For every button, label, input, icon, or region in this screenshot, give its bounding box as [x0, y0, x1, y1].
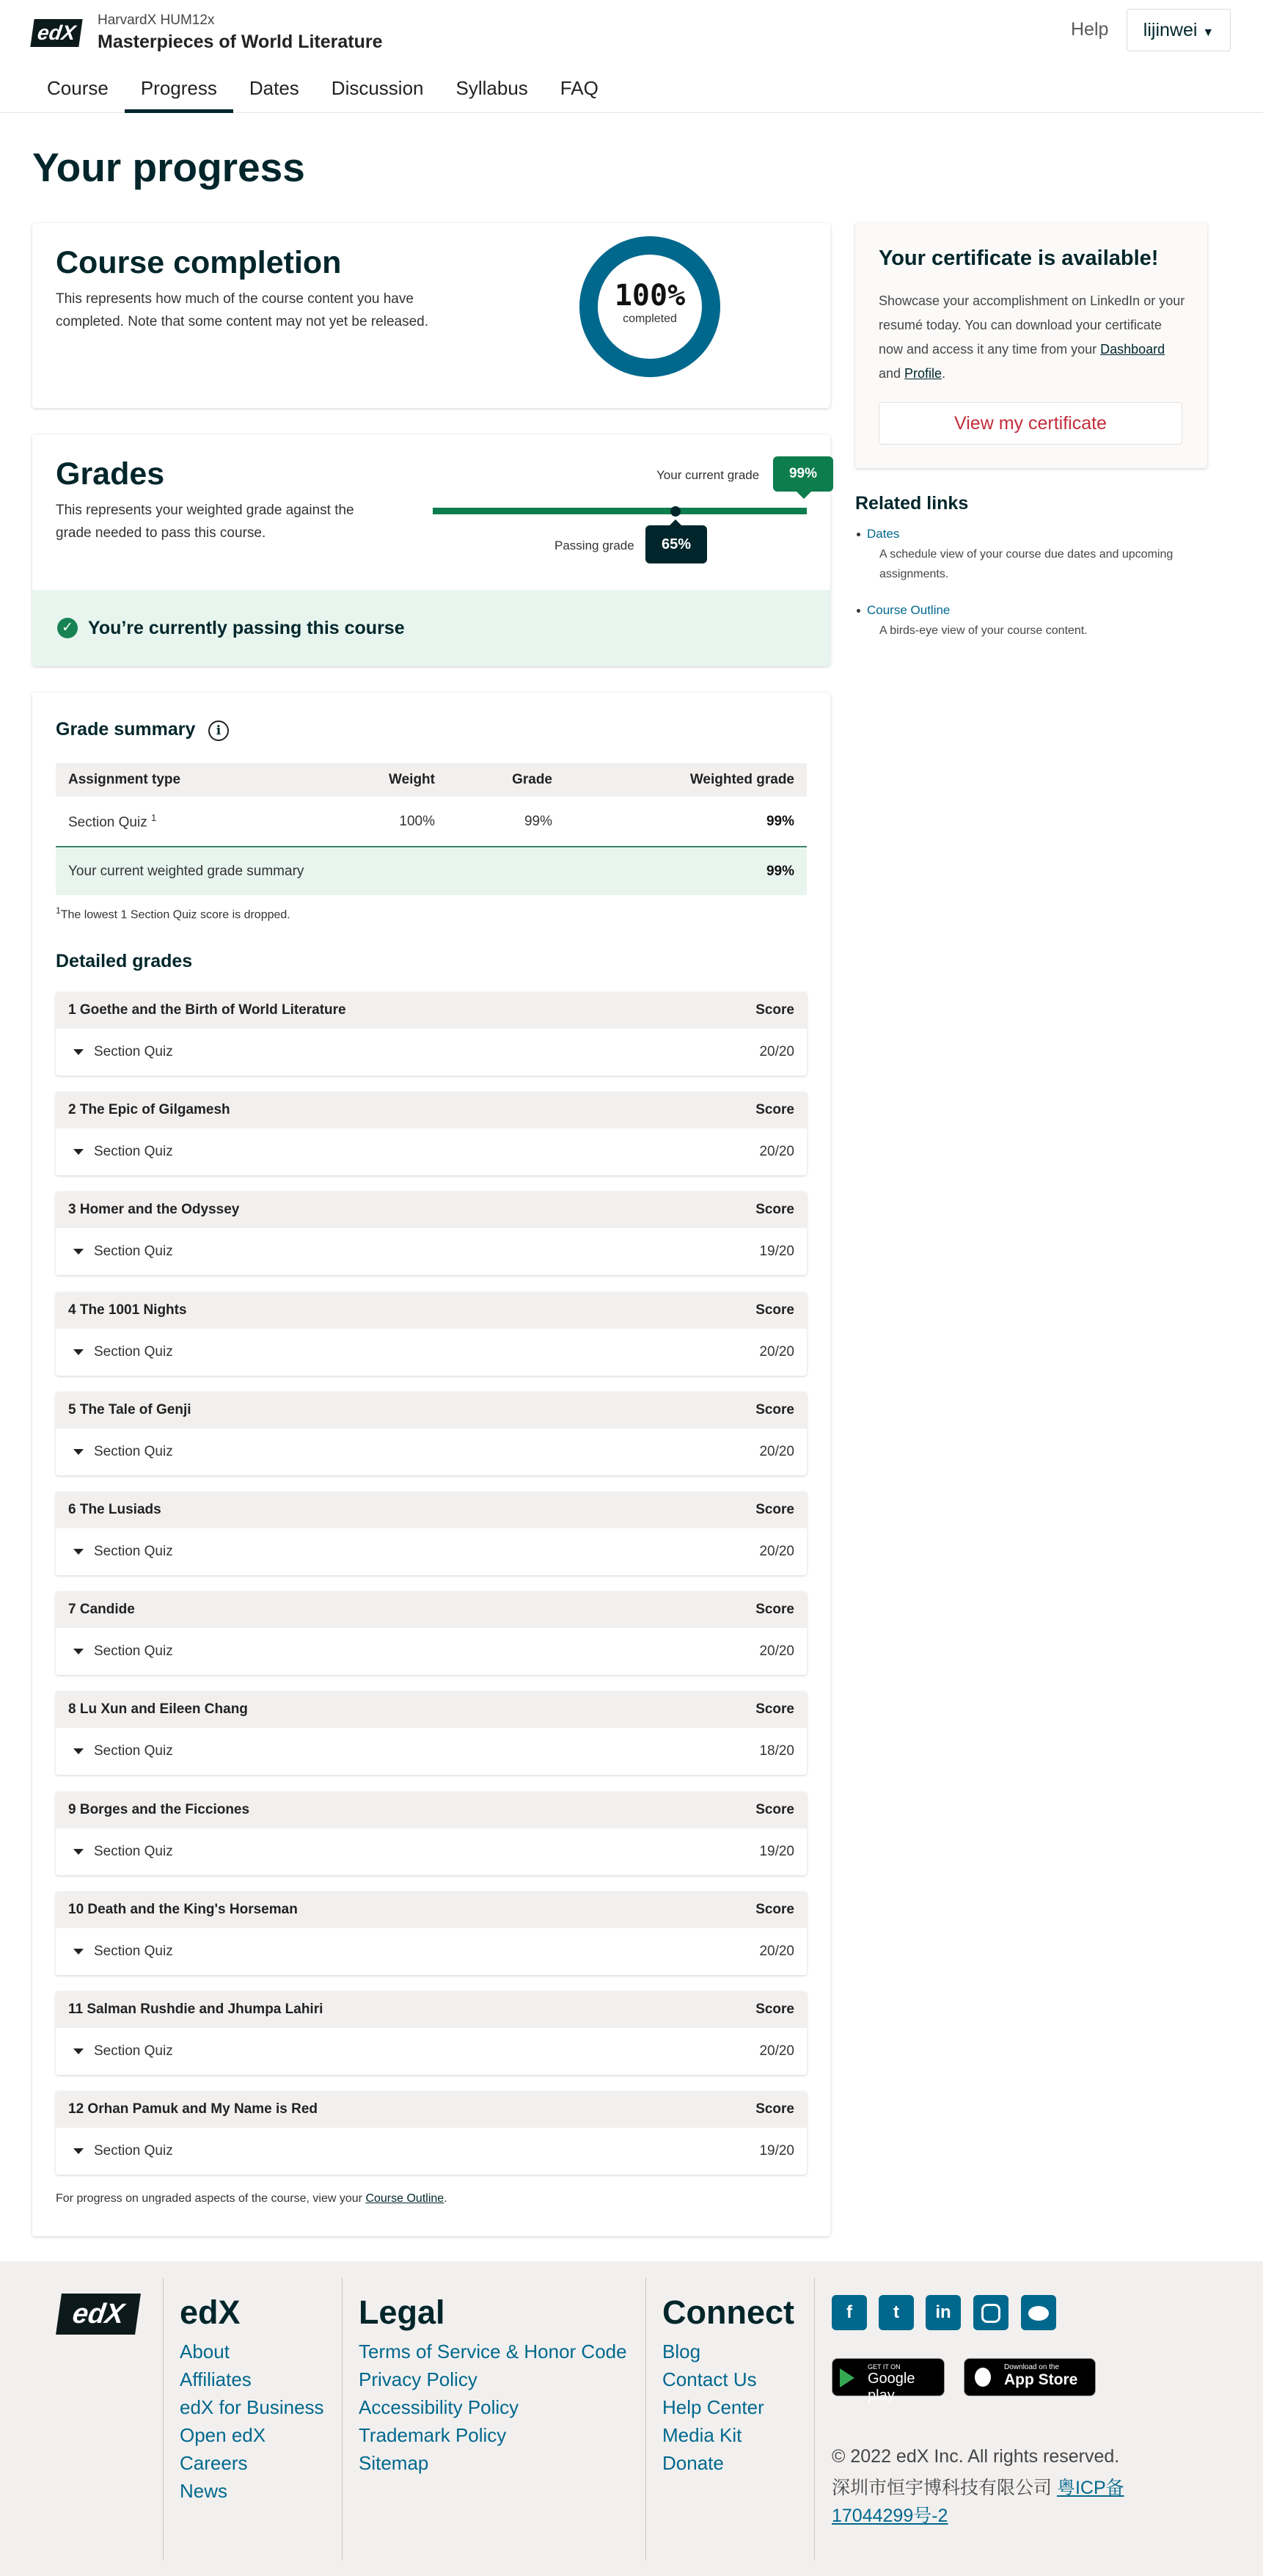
section-score: 20/20 — [759, 1943, 794, 1959]
caret-down-icon[interactable] — [73, 1049, 84, 1055]
section-grade-card — [56, 1292, 807, 1376]
related-link-desc: A schedule view of your course due dates and upcoming assignments. — [879, 548, 1174, 580]
section-grade-card — [56, 1792, 807, 1875]
related-link-desc: A birds-eye view of your course content. — [879, 624, 1088, 637]
footer-link-edx-business[interactable]: edX for Business — [180, 2396, 324, 2418]
course-title: Masterpieces of World Literature — [98, 32, 383, 52]
certificate-desc-text: Showcase your accomplishment on LinkedIn or your resumé today. You can download your certificate now and access it any time from your — [879, 293, 1185, 357]
section-grade-card — [56, 1691, 807, 1775]
section-header — [56, 1092, 807, 1128]
profile-link[interactable]: Profile — [904, 366, 942, 381]
section-name: 11 Salman Rushdie and Jhumpa Lahiri — [68, 2002, 323, 2017]
bullet-icon — [857, 533, 860, 536]
section-quiz-label: Section Quiz — [94, 1044, 173, 1059]
passing-grade-label: Passing grade — [554, 539, 634, 552]
icp-link-part1: 粤ICP备 — [1056, 2478, 1124, 2498]
footer-link-affiliates[interactable]: Affiliates — [180, 2368, 252, 2390]
section-quiz-item — [73, 1544, 173, 1560]
user-menu-button[interactable] — [1127, 9, 1231, 51]
tab-course[interactable]: Course — [47, 77, 109, 99]
score-label: Score — [755, 1102, 794, 1118]
section-quiz-label: Section Quiz — [94, 1144, 173, 1160]
course-tabs — [31, 70, 615, 113]
score-label: Score — [755, 1502, 794, 1517]
footer-link-privacy[interactable]: Privacy Policy — [359, 2368, 477, 2390]
section-score: 19/20 — [759, 1843, 794, 1859]
section-quiz-label: Section Quiz — [94, 1244, 173, 1260]
section-name: 5 The Tale of Genji — [68, 1401, 191, 1417]
score-label: Score — [755, 1202, 794, 1218]
tab-dates[interactable]: Dates — [249, 77, 299, 99]
tab-progress[interactable]: Progress — [125, 70, 233, 113]
score-label: Score — [755, 1302, 794, 1318]
section-grade-card — [56, 2091, 807, 2175]
footer-col-connect — [645, 2277, 814, 2561]
caret-down-icon[interactable] — [73, 1549, 84, 1555]
copyright: © 2022 edX Inc. All rights reserved. — [832, 2446, 1120, 2467]
bullet-icon — [857, 609, 860, 613]
header — [0, 0, 1263, 113]
section-quiz-row[interactable] — [56, 1128, 807, 1175]
app-store-big: App Store — [1004, 2371, 1078, 2388]
course-outline-link[interactable]: Course Outline — [365, 2192, 444, 2205]
section-name: 1 Goethe and the Birth of World Literature — [68, 1002, 346, 1018]
help-link[interactable]: Help — [1071, 19, 1109, 40]
section-header — [56, 1691, 807, 1728]
section-score: 19/20 — [759, 1244, 794, 1260]
grade-summary-title: Grade summary — [56, 719, 196, 740]
caret-down-icon[interactable] — [73, 1349, 84, 1355]
info-icon[interactable]: i — [208, 720, 229, 741]
section-quiz-label: Section Quiz — [94, 1743, 173, 1759]
section-header — [56, 992, 807, 1029]
section-grade-card — [56, 1991, 807, 2075]
score-label: Score — [755, 2101, 794, 2117]
section-quiz-row[interactable] — [56, 1828, 807, 1875]
section-grade-card — [56, 1092, 807, 1175]
current-grade-label: Your current grade — [656, 468, 760, 482]
section-quiz-row[interactable] — [56, 2028, 807, 2075]
related-links-title: Related links — [855, 493, 969, 514]
completion-label: completed — [623, 313, 677, 325]
row-type-cell — [56, 797, 337, 847]
section-name: 3 Homer and the Odyssey — [68, 1202, 240, 1218]
summary-total-label: Your current weighted grade summary — [56, 847, 565, 895]
footer-connect-title: Connect — [662, 2294, 794, 2331]
app-store-button[interactable] — [964, 2358, 1096, 2396]
row-grade: 99% — [447, 797, 565, 847]
row-type: Section Quiz — [68, 814, 147, 831]
passing-grade-badge: 65% — [645, 525, 707, 563]
check-circle-icon: ✓ — [57, 618, 78, 638]
grade-summary-table — [56, 763, 807, 895]
footer-link-blog[interactable]: Blog — [662, 2340, 701, 2362]
section-quiz-label: Section Quiz — [94, 1443, 173, 1459]
score-label: Score — [755, 1002, 794, 1018]
footnote-ref[interactable]: 1 — [151, 811, 157, 823]
section-score: 20/20 — [759, 1443, 794, 1459]
related-link-dates[interactable]: Dates — [867, 527, 900, 541]
section-header — [56, 1392, 807, 1429]
footer-link-terms[interactable]: Terms of Service & Honor Code — [359, 2340, 627, 2362]
section-quiz-item — [73, 1844, 173, 1860]
detailed-grades-title: Detailed grades — [56, 951, 193, 971]
caret-down-icon[interactable] — [73, 2148, 84, 2154]
footer-col-social — [814, 2277, 821, 2561]
section-quiz-row[interactable] — [56, 1329, 807, 1376]
row-weighted: 99% — [565, 797, 807, 847]
footer-link-about[interactable]: About — [180, 2340, 230, 2362]
section-quiz-item — [73, 1944, 173, 1960]
score-label: Score — [755, 1401, 794, 1417]
completion-title: Course completion — [56, 245, 342, 280]
passing-grade-marker — [670, 506, 681, 517]
footer-link-media-kit[interactable]: Media Kit — [662, 2424, 742, 2446]
reddit-icon[interactable] — [1021, 2295, 1056, 2330]
note-suffix: . — [444, 2192, 447, 2205]
section-header — [56, 1591, 807, 1628]
caret-down-icon[interactable] — [73, 1849, 84, 1855]
section-name: 8 Lu Xun and Eileen Chang — [68, 1701, 248, 1718]
grades-title: Grades — [56, 456, 165, 492]
section-header — [56, 1792, 807, 1828]
section-header — [56, 2091, 807, 2128]
col-weight: Weight — [337, 763, 447, 797]
section-quiz-label: Section Quiz — [94, 2043, 173, 2059]
footer-link-open-edx[interactable]: Open edX — [180, 2424, 266, 2446]
section-quiz-row[interactable] — [56, 1628, 807, 1675]
section-quiz-item — [73, 1344, 173, 1360]
icp-link-part2: 17044299号-2 — [832, 2506, 948, 2526]
section-header — [56, 1991, 807, 2028]
footer-link-help-center[interactable]: Help Center — [662, 2396, 764, 2418]
score-label: Score — [755, 1602, 794, 1618]
caret-down-icon[interactable] — [73, 2048, 84, 2054]
col-assignment-type: Assignment type — [56, 763, 337, 797]
ungraded-note — [56, 2192, 447, 2205]
table-row — [56, 797, 807, 847]
section-score: 18/20 — [759, 1743, 794, 1759]
completion-percent: 100% — [614, 279, 686, 313]
footnote — [56, 905, 290, 922]
app-store-small: Download on the — [1004, 2363, 1060, 2371]
section-quiz-item — [73, 1743, 173, 1759]
caret-down-icon[interactable] — [73, 1949, 84, 1955]
summary-total-row — [56, 847, 807, 895]
footnote-text: The lowest 1 Section Quiz score is dropped. — [60, 908, 290, 922]
section-grade-card — [56, 992, 807, 1076]
note-prefix: For progress on ungraded aspects of the course, view your — [56, 2192, 366, 2205]
section-quiz-item — [73, 1643, 173, 1660]
linkedin-icon[interactable]: in — [926, 2295, 961, 2330]
section-header — [56, 1891, 807, 1928]
caret-down-icon[interactable] — [73, 1449, 84, 1455]
dashboard-link[interactable]: Dashboard — [1100, 342, 1165, 357]
grade-bar — [433, 508, 807, 514]
section-quiz-label: Section Quiz — [94, 1843, 173, 1859]
passing-status-text: You’re currently passing this course — [88, 618, 405, 638]
footer-link-careers[interactable]: Careers — [180, 2452, 248, 2474]
caret-down-icon[interactable] — [73, 1249, 84, 1255]
footer-link-trademark[interactable]: Trademark Policy — [359, 2424, 507, 2446]
footer-edx-title: edX — [180, 2294, 241, 2331]
section-score: 20/20 — [759, 1343, 794, 1360]
course-org: HarvardX HUM12x — [98, 12, 215, 28]
section-quiz-row[interactable] — [56, 2128, 807, 2175]
section-name: 12 Orhan Pamuk and My Name is Red — [68, 2101, 318, 2117]
section-quiz-row[interactable] — [56, 1528, 807, 1575]
username: lijinwei — [1143, 20, 1198, 40]
score-label: Score — [755, 2002, 794, 2017]
section-header — [56, 1192, 807, 1228]
section-name: 2 The Epic of Gilgamesh — [68, 1102, 230, 1118]
section-score: 20/20 — [759, 1544, 794, 1559]
section-header — [56, 1292, 807, 1329]
section-name: 9 Borges and the Ficciones — [68, 1801, 250, 1817]
twitter-icon[interactable]: t — [879, 2295, 914, 2330]
google-play-small: GET IT ON — [868, 2363, 901, 2371]
section-quiz-label: Section Quiz — [94, 1643, 173, 1660]
section-name: 4 The 1001 Nights — [68, 1302, 187, 1318]
instagram-icon[interactable] — [973, 2295, 1008, 2330]
apple-icon — [975, 2368, 991, 2387]
section-quiz-item — [73, 2143, 173, 2159]
section-score: 20/20 — [759, 1643, 794, 1660]
section-name: 10 Death and the King's Horseman — [68, 1901, 298, 1917]
certificate-desc — [879, 289, 1187, 386]
footer-link-donate[interactable]: Donate — [662, 2452, 724, 2474]
footer-col-legal — [342, 2277, 644, 2561]
footer-link-accessibility[interactable]: Accessibility Policy — [359, 2396, 519, 2418]
footer-logo[interactable]: edX — [56, 2294, 141, 2335]
completion-donut — [579, 236, 720, 377]
section-score: 20/20 — [759, 1144, 794, 1160]
section-quiz-item — [73, 1244, 173, 1260]
section-quiz-label: Section Quiz — [94, 1943, 173, 1959]
row-weight: 100% — [337, 797, 447, 847]
grades-desc: This represents your weighted grade against the grade needed to pass this course. — [56, 503, 354, 541]
completion-desc: This represents how much of the course content you have completed. Note that some content may not yet be released. — [56, 291, 429, 329]
section-score: 20/20 — [759, 1044, 794, 1059]
page-title: Your progress — [32, 145, 305, 190]
icp-company: 深圳市恒宇博科技有限公司 — [832, 2478, 1057, 2498]
certificate-desc-end: . — [942, 366, 946, 381]
footer-legal-title: Legal — [359, 2294, 445, 2331]
passing-status — [32, 590, 830, 666]
google-play-button[interactable] — [832, 2358, 945, 2404]
caret-down-icon[interactable] — [73, 1649, 84, 1654]
footnote-number: 1 — [56, 905, 61, 916]
section-score: 19/20 — [759, 2143, 794, 2159]
section-quiz-label: Section Quiz — [94, 2143, 173, 2159]
section-quiz-row[interactable] — [56, 1228, 807, 1275]
tab-discussion[interactable]: Discussion — [331, 77, 424, 99]
footer-col-edx — [163, 2277, 332, 2561]
section-grade-card — [56, 1392, 807, 1475]
certificate-card — [855, 223, 1207, 468]
certificate-desc-and: and — [879, 366, 905, 381]
section-quiz-item — [73, 2043, 173, 2059]
section-grade-card — [56, 1891, 807, 1975]
caret-down-icon[interactable] — [73, 1748, 84, 1754]
icp-text — [832, 2474, 1147, 2530]
google-play-icon — [840, 2368, 854, 2387]
section-quiz-row[interactable] — [56, 1728, 807, 1775]
section-quiz-label: Section Quiz — [94, 1544, 173, 1559]
section-grade-card — [56, 1591, 807, 1675]
current-grade-pointer — [797, 492, 811, 499]
section-grade-card — [56, 1192, 807, 1275]
section-quiz-item — [73, 1444, 173, 1460]
score-label: Score — [755, 1901, 794, 1917]
section-quiz-row[interactable] — [56, 1429, 807, 1475]
related-link-item — [867, 527, 1204, 584]
chevron-down-icon: ▼ — [1202, 26, 1215, 39]
facebook-icon[interactable]: f — [832, 2295, 867, 2330]
section-quiz-row[interactable] — [56, 1029, 807, 1076]
tab-faq[interactable]: FAQ — [560, 77, 598, 99]
score-label: Score — [755, 1801, 794, 1817]
tab-syllabus[interactable]: Syllabus — [455, 77, 528, 99]
section-header — [56, 1492, 807, 1528]
related-link-item — [867, 603, 1204, 641]
col-grade: Grade — [447, 763, 565, 797]
summary-total: 99% — [565, 847, 807, 895]
section-quiz-item — [73, 1044, 173, 1060]
section-quiz-row[interactable] — [56, 1928, 807, 1975]
caret-down-icon[interactable] — [73, 1149, 84, 1155]
current-grade-badge: 99% — [773, 456, 833, 492]
section-name: 6 The Lusiads — [68, 1502, 161, 1517]
footer-link-news[interactable]: News — [180, 2480, 228, 2502]
footer-link-contact[interactable]: Contact Us — [662, 2368, 757, 2390]
edx-logo[interactable]: edX — [30, 19, 82, 47]
section-grade-card — [56, 1492, 807, 1575]
section-score: 20/20 — [759, 2043, 794, 2059]
certificate-title: Your certificate is available! — [879, 247, 1159, 270]
col-weighted-grade: Weighted grade — [565, 763, 807, 797]
view-certificate-button[interactable]: View my certificate — [879, 402, 1182, 445]
google-play-big: Google play — [868, 2371, 915, 2404]
section-quiz-label: Section Quiz — [94, 1343, 173, 1360]
section-quiz-item — [73, 1144, 173, 1160]
footer-link-sitemap[interactable]: Sitemap — [359, 2452, 429, 2474]
score-label: Score — [755, 1701, 794, 1718]
related-link-course-outline[interactable]: Course Outline — [867, 603, 951, 617]
section-name: 7 Candide — [68, 1602, 135, 1618]
